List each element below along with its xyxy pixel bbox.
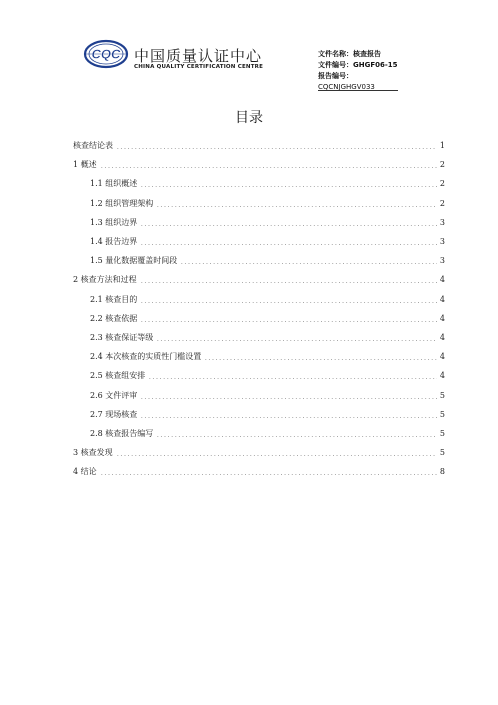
document-name: 文件名称：核查报告	[318, 50, 381, 58]
toc-entry[interactable]	[73, 385, 445, 404]
toc-entry-title: 4 结论	[73, 467, 97, 477]
toc-leader-dots	[100, 160, 437, 168]
svg-text:CQC: CQC	[91, 46, 121, 62]
toc-entry-title: 3 核查发现	[73, 448, 113, 458]
toc-entry-page: 5	[439, 448, 445, 458]
toc-entry-title: 2.1 核查目的	[90, 294, 138, 304]
toc-entry-page: 3	[439, 256, 445, 266]
toc-entry-page: 5	[439, 428, 445, 438]
toc-entry-page: 4	[439, 352, 445, 362]
toc-entry[interactable]	[73, 174, 445, 193]
toc-entry-page: 2	[439, 179, 445, 189]
toc-entry-page: 4	[439, 294, 445, 304]
toc-entry[interactable]	[73, 251, 445, 270]
toc-entry-title: 1.5 量化数据覆盖时间段	[90, 256, 178, 266]
toc-entry[interactable]	[73, 213, 445, 232]
toc-entry-title: 1.3 组织边界	[90, 217, 138, 227]
toc-leader-dots	[180, 256, 437, 264]
toc-title: 目录	[235, 110, 263, 126]
toc-entry-title: 2.4 本次核查的实质性门槛设置	[90, 352, 202, 362]
toc-leader-dots	[140, 295, 437, 303]
toc-entry[interactable]	[73, 462, 445, 481]
toc-entry-page: 8	[439, 467, 445, 477]
toc-leader-dots	[156, 333, 437, 341]
toc-leader-dots	[100, 467, 437, 475]
toc-entry-page: 5	[439, 409, 445, 419]
toc-entry-page: 4	[439, 332, 445, 342]
toc-entry[interactable]	[73, 232, 445, 251]
toc-entry-title: 2 核查方法和过程	[73, 275, 137, 285]
toc-entry-page: 2	[439, 198, 445, 208]
toc-entry[interactable]	[73, 155, 445, 174]
toc-leader-dots	[140, 179, 437, 187]
toc-entry[interactable]	[73, 347, 445, 366]
toc-entry[interactable]	[73, 270, 445, 289]
toc-entry[interactable]	[73, 424, 445, 443]
toc-entry-page: 5	[439, 390, 445, 400]
toc-entry-title: 2.5 核查组安排	[90, 371, 146, 381]
org-name-en: CHINA QUALITY CERTIFICATION CENTRE	[134, 64, 264, 70]
toc-leader-dots	[204, 352, 437, 360]
toc-entry[interactable]	[73, 136, 445, 155]
toc-entry-page: 2	[439, 160, 445, 170]
report-number-label: 报告编号：	[318, 72, 353, 80]
toc-entry-page: 4	[439, 275, 445, 285]
toc-leader-dots	[116, 448, 437, 456]
toc-entry[interactable]	[73, 290, 445, 309]
toc-leader-dots	[156, 429, 437, 437]
document-code: 文件编号：GHGF06-15	[318, 61, 398, 69]
toc-entry-page: 4	[439, 371, 445, 381]
toc-entry-title: 2.6 文件评审	[90, 390, 138, 400]
toc-entry-title: 2.3 核查保证等级	[90, 332, 154, 342]
header-divider	[318, 90, 398, 91]
toc-entry-title: 1.2 组织管理架构	[90, 198, 154, 208]
toc-entry[interactable]	[73, 366, 445, 385]
toc-leader-dots	[140, 218, 437, 226]
toc-entry[interactable]	[73, 405, 445, 424]
toc-entry-page: 3	[439, 237, 445, 247]
toc-entry-title: 2.7 现场核查	[90, 409, 138, 419]
toc-entry-title: 核查结论表	[73, 141, 113, 151]
toc-leader-dots	[140, 237, 437, 245]
toc-leader-dots	[140, 275, 437, 283]
toc-entry[interactable]	[73, 443, 445, 462]
toc-leader-dots	[116, 141, 437, 149]
toc-leader-dots	[140, 410, 437, 418]
toc-entry-page: 4	[439, 313, 445, 323]
toc-entry-page: 3	[439, 217, 445, 227]
toc-entry-title: 1.4 报告边界	[90, 237, 138, 247]
toc-entry-title: 2.2 核查依据	[90, 313, 138, 323]
toc-leader-dots	[140, 314, 437, 322]
page-header	[0, 0, 498, 95]
toc-leader-dots	[156, 199, 437, 207]
document-meta	[318, 49, 398, 93]
toc-entry-page: 1	[439, 141, 445, 151]
toc-entry[interactable]	[73, 309, 445, 328]
toc-leader-dots	[148, 371, 437, 379]
toc-entry-title: 1.1 组织概述	[90, 179, 138, 189]
table-of-contents	[73, 136, 445, 481]
report-number: CQCNJGHGV033	[318, 83, 375, 91]
toc-entry[interactable]	[73, 328, 445, 347]
cqc-logo-icon	[83, 39, 129, 69]
toc-entry[interactable]	[73, 194, 445, 213]
toc-leader-dots	[140, 391, 437, 399]
toc-entry-title: 1 概述	[73, 160, 97, 170]
toc-entry-title: 2.8 核查报告编写	[90, 428, 154, 438]
org-name-cn: 中国质量认证中心	[134, 47, 263, 65]
